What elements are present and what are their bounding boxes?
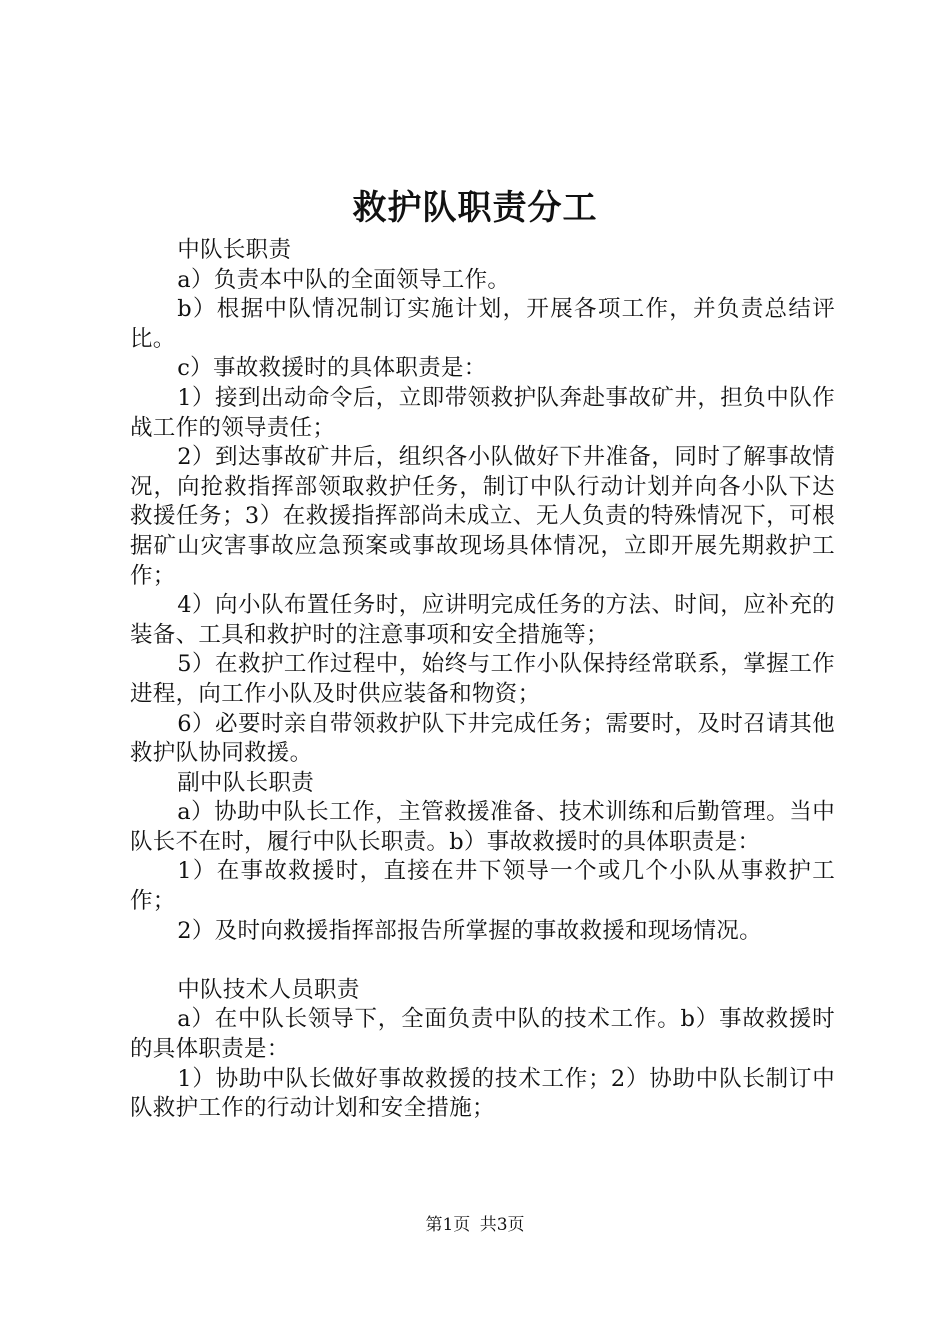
paragraph: 1）接到出动命令后，立即带领救护队奔赴事故矿井，担负中队作战工作的领导责任； [130,384,835,441]
paragraph: 5）在救护工作过程中，始终与工作小队保持经常联系，掌握工作进程，向工作小队及时供应装备和物资； [130,651,835,707]
paragraph: 1）在事故救援时，直接在井下领导一个或几个小队从事救护工作； [130,858,835,915]
paragraph: a）在中队长领导下，全面负责中队的技术工作。b）事故救援时的具体职责是： [130,1006,835,1063]
paragraph: 2）及时向救援指挥部报告所掌握的事故救援和现场情况。 [177,917,762,944]
paragraph: 6）必要时亲自带领救护队下井完成任务；需要时，及时召请其他救护队协同救援。 [130,710,835,767]
paragraph: 1）协助中队长做好事故救援的技术工作；2）协助中队长制订中队救护工作的行动计划和安全措施； [130,1065,835,1122]
document-title: 救护队职责分工 [352,188,598,228]
page-number-footer: 第1页 共3页 [425,1215,525,1235]
section-heading-vice-captain: 副中队长职责 [177,769,315,796]
paragraph: c）事故救援时的具体职责是： [177,355,487,382]
paragraph: 4）向小队布置任务时，应讲明完成任务的方法、时间，应补充的装备、工具和救护时的注意事项和安全措施等； [130,592,835,648]
document-body [130,236,835,1124]
paragraph: a）协助中队长工作，主管救援准备、技术训练和后勤管理。当中队长不在时，履行中队长职责。b）事故救援时的具体职责是： [130,799,835,855]
paragraph: a）负责本中队的全面领导工作。 [177,266,511,293]
section-heading-captain: 中队长职责 [177,237,292,263]
paragraph: 2）到达事故矿井后，组织各小队做好下井准备，同时了解事故情况，向抢救指挥部领取救护任务，制订中队行动计划并向各小队下达救援任务；3）在救援指挥部尚未成立、无人负责的特殊情况下，可根据矿山灾害事故应急预案或事故现场具体情况，立即开展先期救护工作； [130,444,835,589]
paragraph: b）根据中队情况制订实施计划，开展各项工作，并负责总结评比。 [130,296,835,352]
section-heading-technical-staff: 中队技术人员职责 [177,976,360,1003]
